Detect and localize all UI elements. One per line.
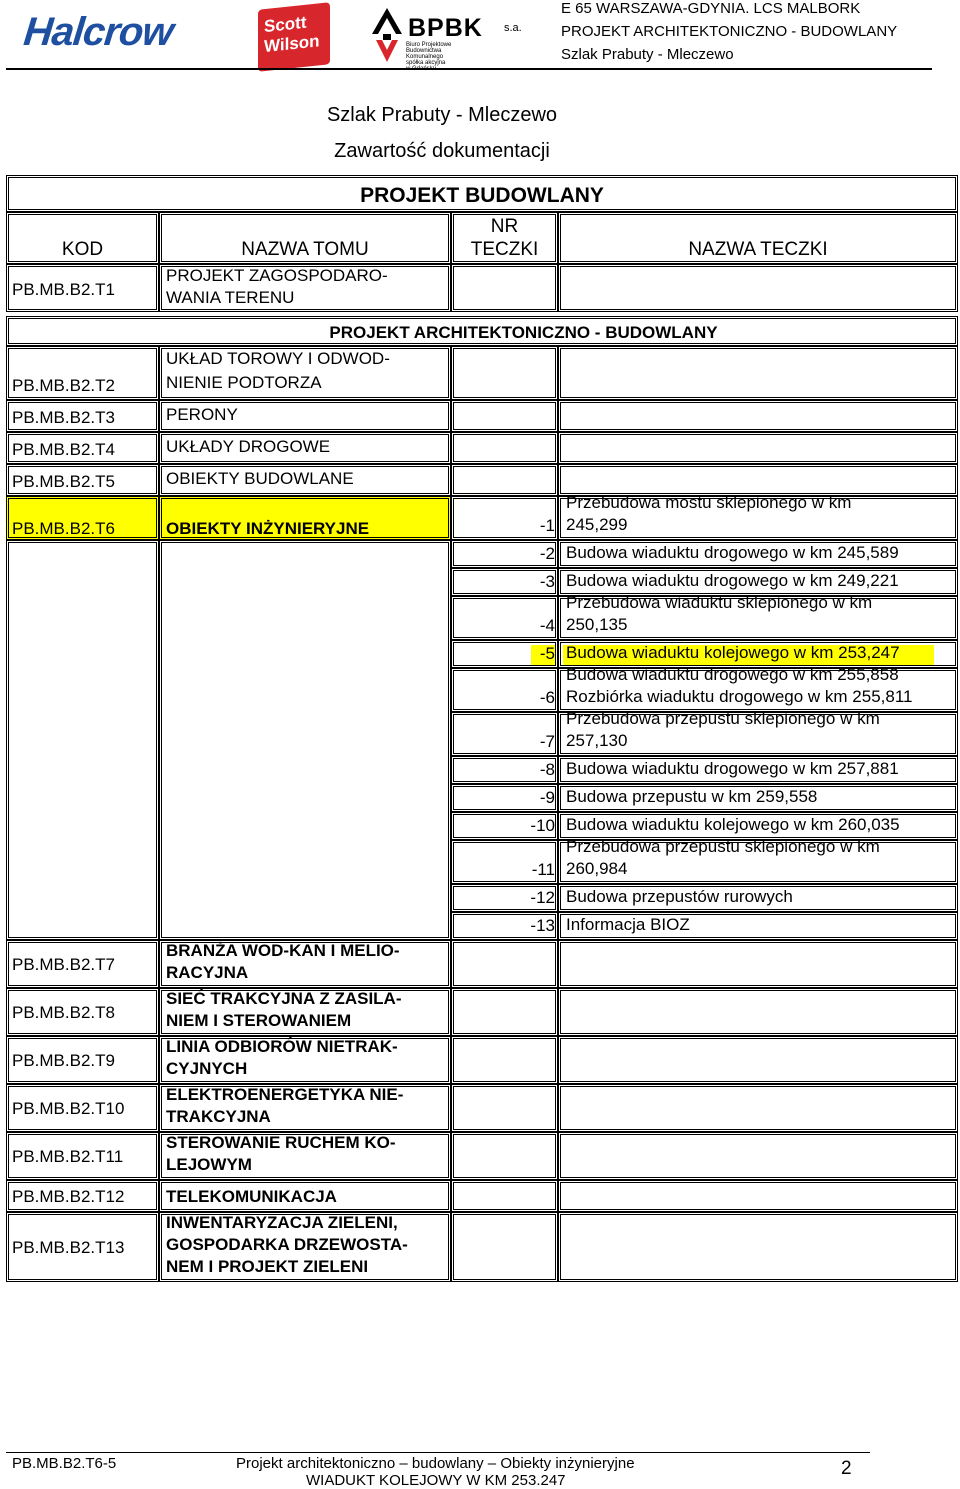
folder-name-cell xyxy=(558,912,958,940)
page-header xyxy=(0,0,960,72)
volume-code: PB.MB.B2.T12 xyxy=(12,1187,125,1206)
scott-wilson-logo-line: Scott xyxy=(264,12,307,37)
folder-name: Budowa wiaduktu drogowego w km 257,881 xyxy=(566,759,899,778)
volume-name: ELEKTROENERGETYKA NIE- xyxy=(166,1085,404,1104)
footer-description: Projekt architektoniczno – budowlany – Obiekty inżynieryjne xyxy=(236,1455,635,1472)
volume-code: PB.MB.B2.T13 xyxy=(12,1238,125,1257)
scott-wilson-logo-line: Wilson xyxy=(264,31,320,57)
bpbk-logo xyxy=(370,4,530,66)
folder-name: Przebudowa wiaduktu sklepionego w km xyxy=(566,593,873,612)
volume-name: PROJEKT ZAGOSPODARO- xyxy=(166,266,388,285)
bpbk-logo-name: BPBK xyxy=(408,14,483,42)
folder-name-cell xyxy=(558,1180,958,1212)
folder-name: Budowa przepustu w km 259,558 xyxy=(566,787,818,806)
section-title-main: PROJEKT BUDOWLANY xyxy=(360,184,604,207)
volume-name: STEROWANIE RUCHEM KO- xyxy=(166,1133,396,1152)
folder-number: -9 xyxy=(539,788,555,807)
header-project-type: PROJEKT ARCHITEKTONICZNO - BUDOWLANY xyxy=(561,23,898,40)
volume-code: PB.MB.B2.T7 xyxy=(12,955,115,974)
volume-name-cell xyxy=(159,540,451,940)
footer-object-name: WIADUKT KOLEJOWY W KM 253.247 xyxy=(306,1472,566,1489)
page-subtitle: Zawartość dokumentacji xyxy=(334,140,550,162)
footer-document-code: PB.MB.B2.T6-5 xyxy=(12,1455,117,1472)
volume-name: OBIEKTY BUDOWLANE xyxy=(166,469,354,488)
volume-code: PB.MB.B2.T1 xyxy=(12,280,115,299)
folder-name-cell xyxy=(558,1084,958,1132)
folder-number-cell xyxy=(451,988,558,1036)
volume-name: GOSPODARKA DRZEWOSTA- xyxy=(166,1235,408,1254)
folder-number: -11 xyxy=(531,860,555,879)
folder-name: Przebudowa przepustu sklepionego w km xyxy=(566,709,880,728)
page-title: Szlak Prabuty - Mleczewo xyxy=(326,104,558,126)
volume-name: BRANŻA WOD-KAN I MELIO- xyxy=(166,941,400,960)
volume-name: UKŁAD TOROWY I ODWOD- xyxy=(166,349,390,368)
kod-header: KOD xyxy=(61,239,104,260)
folder-name: Budowa przepustów rurowych xyxy=(566,887,793,906)
folder-number-cell xyxy=(451,346,558,400)
folder-name: 260,984 xyxy=(566,859,628,878)
nr-teczki-header: TECZKI xyxy=(470,239,539,260)
folder-name-cell xyxy=(558,432,958,464)
volume-name: TELEKOMUNIKACJA xyxy=(166,1187,337,1206)
folder-number: -2 xyxy=(539,544,555,563)
volume-code: PB.MB.B2.T11 xyxy=(12,1147,124,1166)
volume-name: UKŁADY DROGOWE xyxy=(166,437,331,456)
header-route: Szlak Prabuty - Mleczewo xyxy=(561,46,734,63)
folder-name-cell xyxy=(558,400,958,432)
folder-number-cell xyxy=(451,940,558,988)
volume-name: LEJOWYM xyxy=(166,1155,252,1174)
folder-number: -7 xyxy=(539,732,555,751)
folder-number-cell xyxy=(451,1084,558,1132)
folder-number-cell xyxy=(451,1132,558,1180)
folder-number: -12 xyxy=(530,888,555,907)
volume-name: SIEĆ TRAKCYJNA Z ZASILA- xyxy=(166,989,402,1008)
folder-number: -13 xyxy=(530,916,555,935)
volume-name: OBIEKTY INŻYNIERYJNE xyxy=(166,519,370,538)
bpbk-emblem-icon xyxy=(370,4,404,66)
volume-name: NEM I PROJEKT ZIELENI xyxy=(166,1257,369,1276)
nazwa-tomu-header: NAZWA TOMU xyxy=(241,239,369,260)
volume-code: PB.MB.B2.T3 xyxy=(12,408,115,427)
folder-name: 245,299 xyxy=(566,515,628,534)
folder-number: -8 xyxy=(539,760,555,779)
folder-number: -5 xyxy=(539,644,555,663)
nazwa-teczki-header: NAZWA TECZKI xyxy=(688,239,828,260)
folder-name-cell xyxy=(558,1036,958,1084)
folder-number: -10 xyxy=(530,816,555,835)
folder-number-cell xyxy=(451,264,558,312)
folder-number-cell xyxy=(451,1036,558,1084)
halcrow-logo: Halcrow xyxy=(21,10,175,54)
volume-code: PB.MB.B2.T9 xyxy=(12,1051,115,1070)
volume-code: PB.MB.B2.T2 xyxy=(12,376,115,395)
folder-number: -4 xyxy=(539,616,555,635)
folder-name: Budowa wiaduktu kolejowego w km 260,035 xyxy=(566,815,900,834)
page-number: 2 xyxy=(841,1458,852,1479)
folder-name-cell xyxy=(558,1212,958,1282)
bpbk-sub-line: spółka akcyjna xyxy=(406,60,446,66)
section-title-arch: PROJEKT ARCHITEKTONICZNO - BUDOWLANY xyxy=(329,323,718,342)
kod-cell xyxy=(6,540,159,940)
volume-code: PB.MB.B2.T4 xyxy=(12,440,115,459)
bpbk-sub-line: Komunalnego xyxy=(406,54,444,60)
folder-number-cell xyxy=(451,464,558,496)
nr-teczki-header: NR xyxy=(490,216,519,237)
folder-name: Budowa wiaduktu kolejowego w km 253,247 xyxy=(566,643,900,662)
folder-number-cell xyxy=(451,912,558,940)
folder-name-cell xyxy=(558,940,958,988)
folder-name-cell xyxy=(558,346,958,400)
folder-name-cell xyxy=(558,264,958,312)
folder-name: 250,135 xyxy=(566,615,628,634)
volume-code: PB.MB.B2.T10 xyxy=(12,1099,125,1118)
volume-name: TRAKCYJNA xyxy=(166,1107,271,1126)
header-divider xyxy=(6,68,932,70)
volume-code: PB.MB.B2.T5 xyxy=(12,472,115,491)
volume-name: NIENIE PODTORZA xyxy=(166,373,322,392)
folder-number-cell xyxy=(451,1180,558,1212)
volume-code: PB.MB.B2.T6 xyxy=(12,519,115,538)
volume-name: RACYJNA xyxy=(166,963,249,982)
folder-number-cell xyxy=(451,400,558,432)
folder-number: -3 xyxy=(539,572,555,591)
folder-name-cell xyxy=(558,988,958,1036)
volume-name: LINIA ODBIORÓW NIETRAK- xyxy=(166,1037,398,1056)
folder-number-cell xyxy=(451,1212,558,1282)
volume-code: PB.MB.B2.T8 xyxy=(12,1003,115,1022)
folder-name-cell xyxy=(558,1132,958,1180)
volume-name: INWENTARYZACJA ZIELENI, xyxy=(166,1213,398,1232)
scott-wilson-logo xyxy=(258,2,330,72)
volume-name: NIEM I STEROWANIEM xyxy=(166,1011,352,1030)
folder-name: 257,130 xyxy=(566,731,628,750)
volume-name: PERONY xyxy=(166,405,238,424)
folder-number: -6 xyxy=(539,688,555,707)
folder-name: Przebudowa mostu sklepionego w km xyxy=(566,493,852,512)
header-project-line: E 65 WARSZAWA-GDYNIA. LCS MALBORK xyxy=(561,0,861,17)
volume-name: CYJNYCH xyxy=(166,1059,248,1078)
bpbk-sub-line: Budownictwa xyxy=(406,48,442,54)
folder-number: -1 xyxy=(539,516,555,535)
volume-name: WANIA TERENU xyxy=(166,288,295,307)
folder-name: Przebudowa przepustu sklepionego w km xyxy=(566,837,880,856)
bpbk-sub-line: Biuro Projektowe xyxy=(406,42,452,48)
bpbk-logo-suffix: s.a. xyxy=(504,22,522,34)
folder-name: Budowa wiaduktu drogowego w km 245,589 xyxy=(566,543,899,562)
folder-name: Budowa wiaduktu drogowego w km 255,858 xyxy=(566,665,899,684)
folder-name: Informacja BIOZ xyxy=(566,915,690,934)
folder-name: Budowa wiaduktu drogowego w km 249,221 xyxy=(566,571,899,590)
footer-divider xyxy=(6,1452,870,1453)
folder-number-cell xyxy=(451,432,558,464)
folder-name: Rozbiórka wiaduktu drogowego w km 255,811 xyxy=(566,687,913,706)
